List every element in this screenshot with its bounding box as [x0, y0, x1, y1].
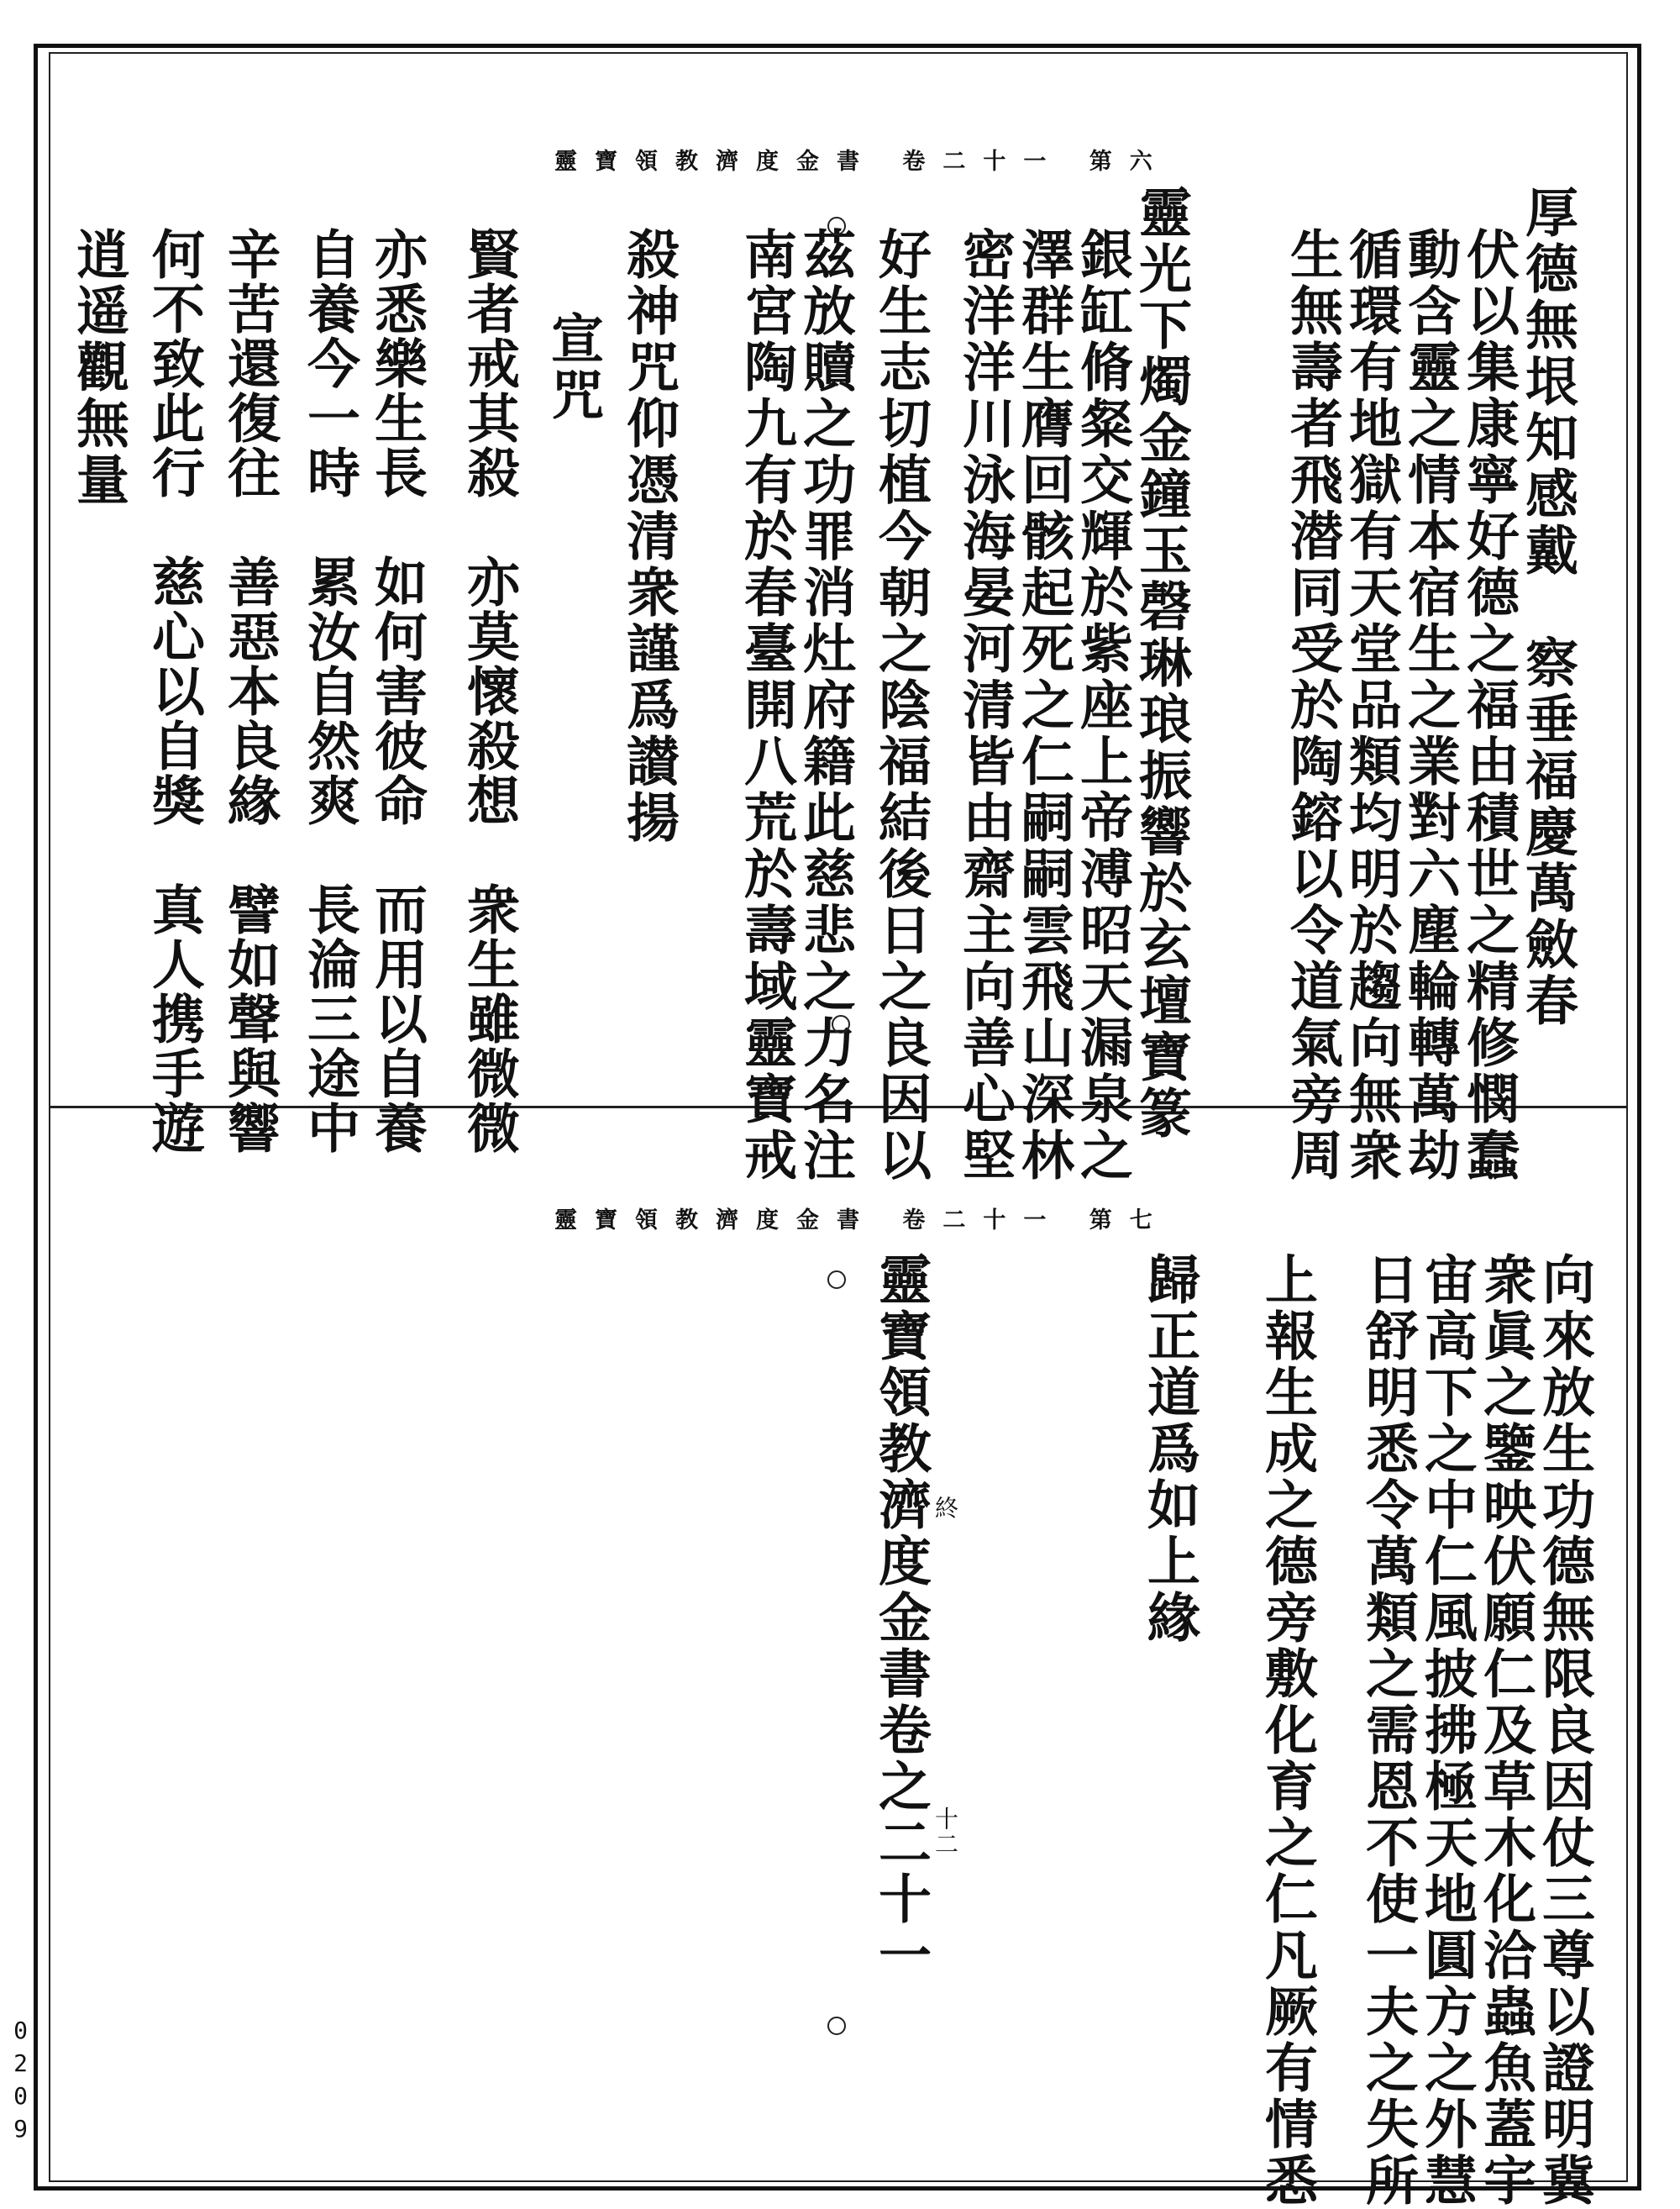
- book-title-column: 靈寶領教濟度金書卷之二十一: [870, 1252, 932, 1984]
- text-column: 上報生成之德旁敷化育之仁凡厥有情悉: [1257, 1252, 1319, 2209]
- text-column: 南宮陶九有於春臺開八荒於壽域靈寶戒: [736, 227, 798, 1184]
- text-column: 厚德無垠知感戴 察垂福慶萬斂春: [1517, 185, 1579, 1029]
- text-column: 伏以集康寧好德之福由積世之精修憫蠢: [1458, 227, 1520, 1184]
- punctuation-circle: [827, 1270, 846, 1289]
- text-column: 宙高下之中仁風披拂極天地圓方之外慧: [1416, 1252, 1478, 2209]
- end-note: 終: [932, 1496, 959, 1521]
- text-column: 歸正道爲如上緣: [1139, 1252, 1201, 1646]
- verse-column: 自養今一時 累汝自然爽 長淪三途中: [299, 227, 361, 1155]
- text-column: 密洋洋川泳海晏河清皆由齋主向善心堅: [954, 227, 1016, 1184]
- text-column: 靈光下燭金鐘玉磬琳琅振響於玄壇寶篆: [1131, 185, 1193, 1142]
- margin-page-number: 0209: [7, 2017, 34, 2148]
- verse-column: 亦悉樂生長 如何害彼命 而用以自養: [366, 227, 428, 1155]
- punctuation-circle: [827, 217, 846, 235]
- text-column: 日舒明悉令萬類之需恩不使一夫之失所: [1357, 1252, 1420, 2209]
- top-page-header: 靈寶領教濟度金書 卷二十一 第六: [554, 149, 1170, 175]
- punctuation-circle: [827, 2017, 846, 2035]
- bottom-page-header: 靈寶領教濟度金書 卷二十一 第七: [554, 1207, 1170, 1233]
- verse-column: 辛苦還復往 善惡本良緣 譬如聲與響: [219, 227, 281, 1155]
- text-column: 循環有地獄有天堂品類均明於趨向無衆: [1341, 227, 1403, 1184]
- text-column: 動含靈之情本宿生之業對六塵輪轉萬劫: [1399, 227, 1462, 1184]
- text-column: 銀缸脩粲交輝於紫座上帝溥昭天漏泉之: [1072, 227, 1134, 1184]
- text-column-heading: 宣咒: [543, 311, 605, 423]
- verse-column: 何不致此行 慈心以自獎 真人携手遊: [144, 227, 206, 1155]
- text-column: 茲放贖之功罪消灶府籍此慈悲之力名注: [795, 227, 857, 1184]
- text-column: 澤群生膺回骸起死之仁嗣嗣雲飛山深林: [1013, 227, 1075, 1184]
- text-column: 生無壽者飛潜同受於陶鎔以令道氣旁周: [1282, 227, 1344, 1184]
- punctuation-circle: [832, 1015, 850, 1033]
- verse-column: 逍遥觀無量: [68, 227, 130, 508]
- text-column: 向來放生功德無限良因仗三尊以證明冀: [1534, 1252, 1596, 2209]
- page-note: 十二: [932, 1807, 959, 1857]
- verse-column: 賢者戒其殺 亦莫懷殺想 衆生雖微微: [459, 227, 521, 1155]
- text-column: 殺神咒仰憑清衆謹爲讃揚: [618, 227, 680, 846]
- text-column: 衆眞之鑒映伏願仁及草木化洽蟲魚蓋宇: [1475, 1252, 1537, 2209]
- text-column: 好生志切植今朝之陰福結後日之良因以: [870, 227, 932, 1184]
